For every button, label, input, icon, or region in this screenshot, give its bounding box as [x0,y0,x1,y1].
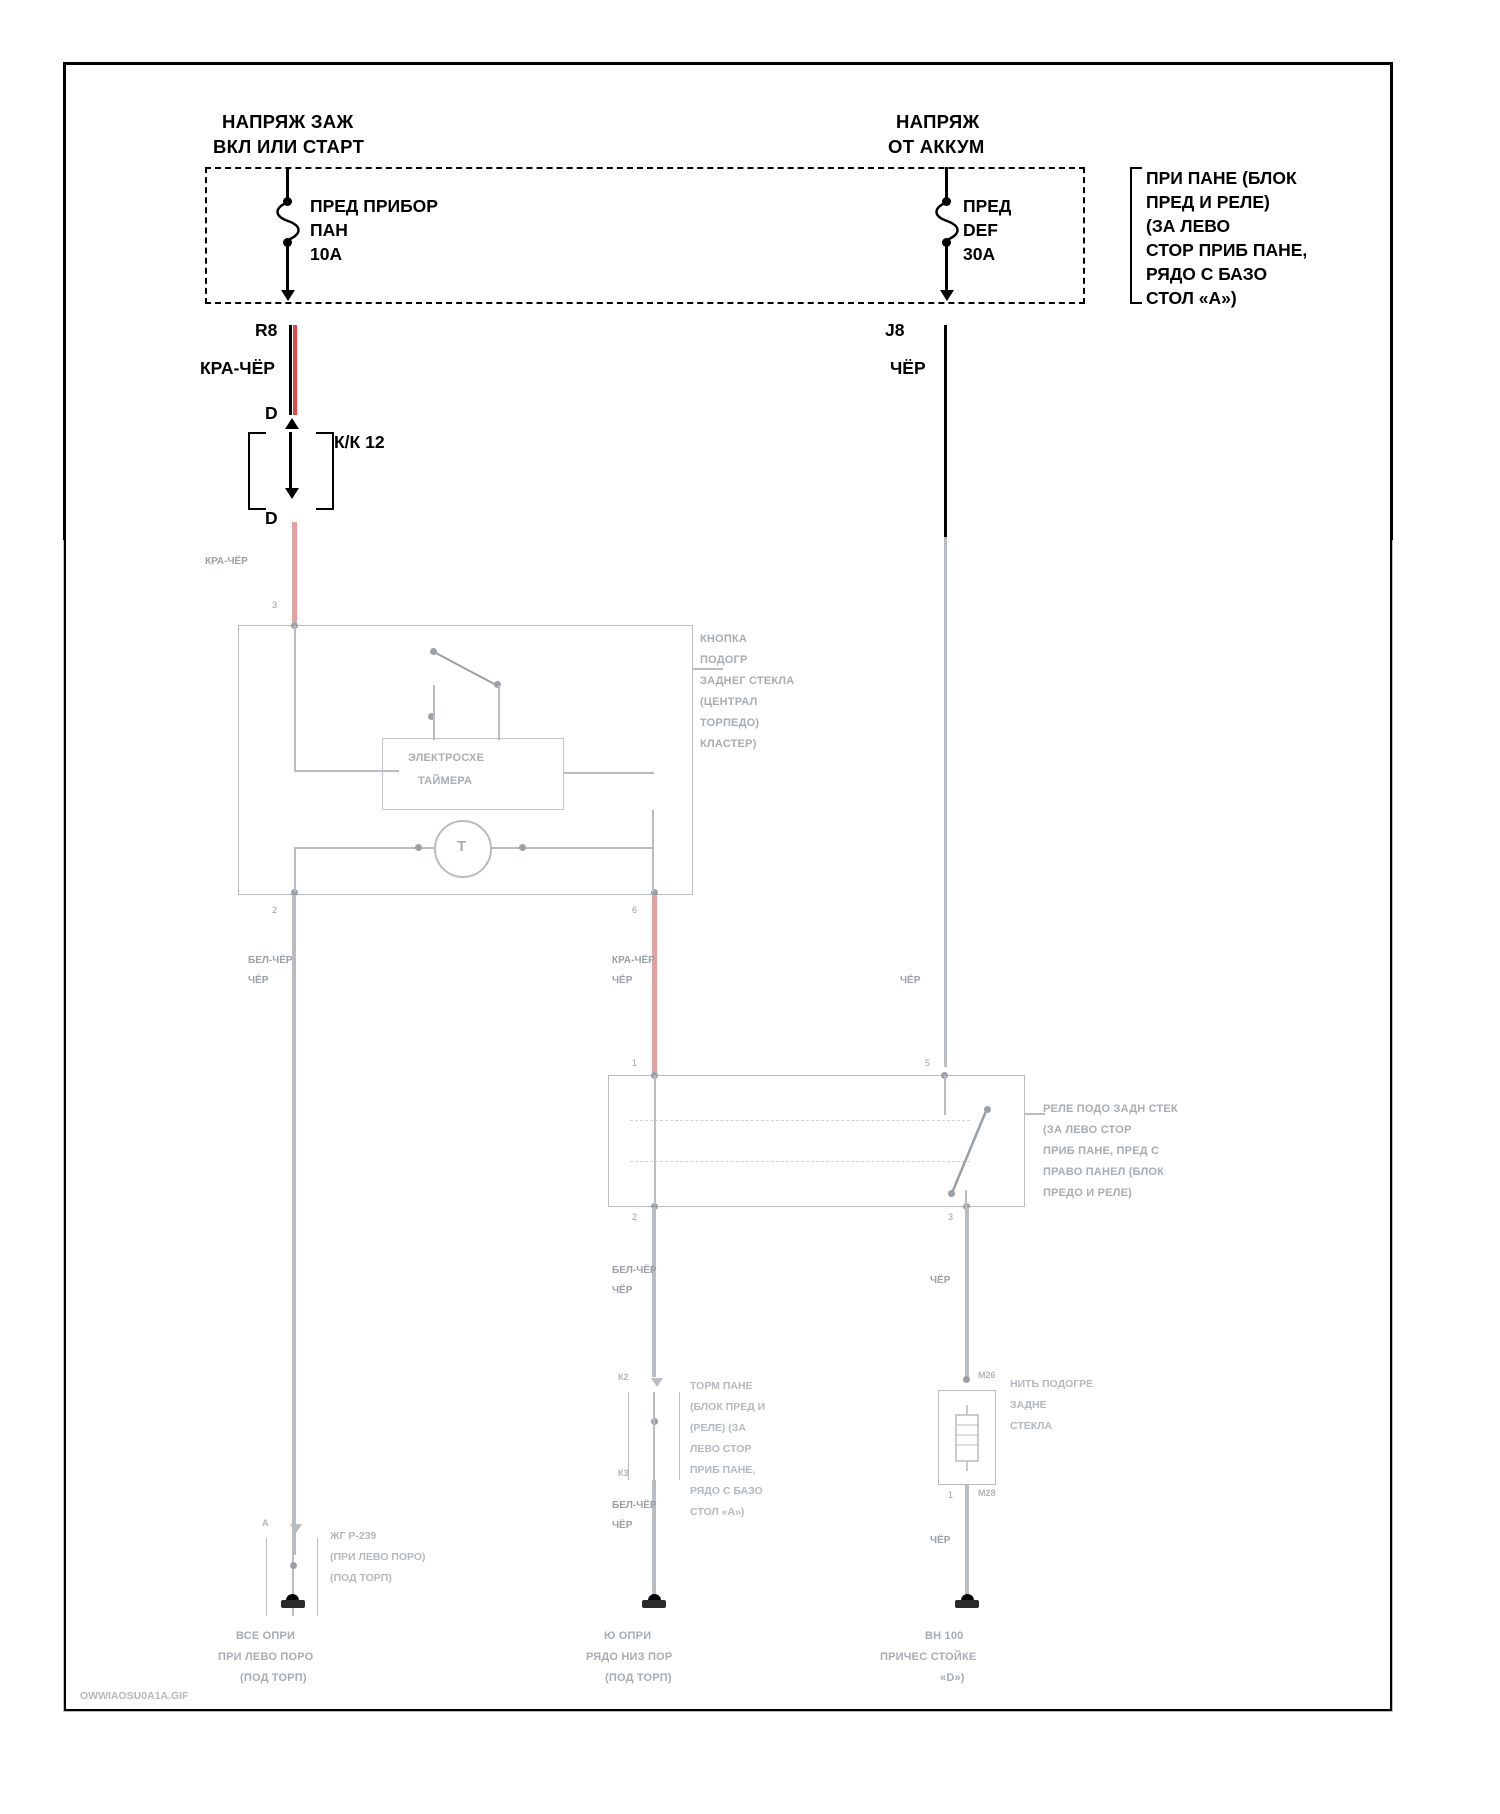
right-fuse-wire-top [945,167,948,200]
switch-caption-3: ЗАДНЕГ СТЕКЛА [700,675,795,687]
fuse-note-line-6: СТОЛ «А») [1146,288,1237,308]
right-fuse-symbol [931,200,963,242]
timer-circuit-label-1: ЭЛЕКТРОСХЕ [408,752,485,764]
left-fuse-wire-top [286,167,289,200]
relay-coil [630,1120,970,1162]
mid-connector-inner-wire [653,1392,655,1480]
relay-caption-leader [1025,1113,1045,1115]
ground-right-code: ВН 100 [925,1630,964,1642]
wire-left-output [292,895,296,1555]
wire-mid-output-red [652,895,657,1073]
left-connector-dot [290,1562,297,1569]
switch-caption-leader [693,668,723,670]
ground-symbol-left [281,1600,305,1608]
switch-arm-icon [420,640,520,700]
left-fuse-arrow [281,290,295,301]
lamp-node-left [415,844,422,851]
right-fuse-wire-bottom [945,242,948,290]
mid-connector-arrow-down [651,1378,663,1387]
timer-circuit-box [382,738,564,810]
source-left-line2: ВКЛ ИЛИ СТАРТ [213,136,365,157]
wire-relay-out-right [965,1207,969,1377]
wire-relay-out-left [652,1207,656,1377]
lamp-node-right [519,844,526,851]
switch-arm-down [498,685,500,740]
left-fuse-rating: 10А [310,244,343,264]
switch-caption-6: КЛАСТЕР) [700,738,757,750]
terminal-left: R8 [255,320,278,340]
relay-caption-4: ПРАВО ПАНЕЛ (БЛОК [1043,1166,1165,1178]
source-right-line2: ОТ АККУМ [888,136,985,157]
left-connector-arrow [290,1524,302,1533]
switch-caption-1: КНОПКА [700,633,747,645]
left-fuse-wire-bottom [286,242,289,290]
left-connector-pin: A [262,1518,269,1528]
left-wire-faint-to-switch [292,522,297,622]
relay-pin-right-top: 5 [925,1058,931,1068]
switch-internal-left-v [294,625,296,770]
right-element-pin-bottom: М28 [978,1488,996,1498]
ground-left-line3: (ПОД ТОРП) [240,1672,307,1684]
switch-pin-bottom-right: 6 [632,905,638,915]
relay-contact-pivot [984,1106,991,1113]
connector-inner-wire [289,432,292,490]
relay-caption-5: ПРЕДО И РЕЛЕ) [1043,1187,1132,1199]
connector-arrow-down [285,488,299,499]
fuse-note-line-5: РЯДО С БАЗО [1146,264,1268,284]
mid-connector-pin-bottom: К3 [618,1468,629,1478]
ground-mid-code: Ю ОПРИ [604,1630,652,1642]
left-connector-caption-2: (ПРИ ЛЕВО ПОРО) [330,1551,426,1563]
left-wire-black-upper [289,325,292,415]
left-connector-caption-3: (ПОД ТОРП) [330,1572,392,1584]
wire-color-right-main: ЧЁР [890,358,926,378]
wire-color-right-mid: ЧЁР [900,975,921,986]
connector-arrow-up [285,418,299,429]
ground-left-code: ВСЕ ОПРИ [236,1630,296,1642]
right-element-pin-dot-top [963,1376,970,1383]
relay-caption-2: (ЗА ЛЕВО СТОР [1043,1124,1132,1136]
wire-color-sw-left-2: ЧЁР [248,975,269,986]
heating-element-icon [950,1405,984,1471]
right-fuse-label-1: ПРЕД [963,196,1012,216]
right-fuse-label-2: DEF [963,220,998,240]
right-element-pin-top: М26 [978,1370,996,1380]
wire-color-relay-left-2: ЧЁР [612,1285,633,1296]
wire-mid-lower [652,1480,656,1600]
fuse-note-line-2: ПРЕД И РЕЛЕ) [1146,192,1270,212]
left-wire-red-upper [293,325,297,415]
wire-color-sw-left-1: БЕЛ-ЧЁР [248,955,293,966]
mid-connector-caption-4: ЛЕВО СТОР [690,1443,752,1455]
fuse-note-line-3: (ЗА ЛЕВО [1146,216,1231,236]
indicator-lamp-label: T [457,838,467,855]
lamp-wire-left [294,847,434,849]
terminal-right: J8 [885,320,905,340]
source-left-line1: НАПРЯЖ ЗАЖ [222,111,354,132]
lamp-wire-right [492,847,652,849]
switch-caption-2: ПОДОГР [700,654,748,666]
fuse-note-line-4: СТОР ПРИБ ПАНЕ, [1146,240,1308,260]
right-element-caption-3: СТЕКЛА [1010,1420,1053,1432]
mid-connector-caption-7: СТОЛ «А») [690,1506,745,1518]
wire-color-left-main: КРА-ЧЁР [200,358,275,378]
connector-name: К/К 12 [334,432,385,452]
connector-bracket-bl [248,508,266,510]
mid-connector-pin-top: К2 [618,1372,629,1382]
connector-label-top: D [265,403,278,423]
relay-internal-left [654,1075,656,1205]
wire-color-relay-left-1: БЕЛ-ЧЁР [612,1265,657,1276]
source-right-line1: НАПРЯЖ [896,111,980,132]
left-fuse-label-2: ПАН [310,220,348,240]
switch-out-right-internal [652,810,654,892]
switch-caption-5: ТОРПЕДО) [700,717,760,729]
left-fuse-label-1: ПРЕД ПРИБОР [310,196,438,216]
wire-color-sw-mid-2: ЧЁР [612,975,633,986]
wire-color-sw-mid-1: КРА-ЧЁР [612,955,655,966]
ground-right-line3: «D») [940,1672,965,1684]
footer-code: OWWIAOSU0A1A.GIF [80,1690,189,1702]
fuse-note-line-1: ПРИ ПАНЕ (БЛОК [1146,168,1297,188]
left-fuse-symbol [272,200,304,242]
right-wire-black-upper [944,325,947,537]
mid-connector-caption-3: (РЕЛЕ) (ЗА [690,1422,746,1434]
ground-mid-line3: (ПОД ТОРП) [605,1672,672,1684]
relay-caption-1: РЕЛЕ ПОДО ЗАДН СТЕК [1043,1103,1178,1115]
left-connector-caption-1: ЖГ Р-239 [330,1530,377,1542]
connector-bracket-br [316,508,334,510]
wire-right-lower [965,1485,969,1600]
wire-color-lower-mid-1: БЕЛ-ЧЁР [612,1500,657,1511]
timer-out-h [564,772,654,774]
switch-pin-bottom-left: 2 [272,905,278,915]
wire-color-lower-right: ЧЁР [930,1535,951,1546]
ground-symbol-right [955,1600,979,1608]
right-element-caption-1: НИТЬ ПОДОГРЕ [1010,1378,1094,1390]
relay-internal-right-down [965,1190,967,1208]
right-fuse-rating: 30А [963,244,996,264]
mid-connector-caption-1: ТОРМ ПАНЕ [690,1380,753,1392]
wire-color-lower-mid-2: ЧЁР [612,1520,633,1531]
relay-contact-point [948,1190,955,1197]
mid-connector-caption-2: (БЛОК ПРЕД И [690,1401,766,1413]
mid-connector-caption-6: РЯДО С БАЗО [690,1485,763,1497]
connector-bracket-tr [316,432,334,434]
right-wire-to-relay [944,537,947,1067]
switch-out-left-internal [294,847,296,892]
relay-caption-3: ПРИБ ПАНЕ, ПРЕД С [1043,1145,1160,1157]
connector-label-bottom: D [265,508,278,528]
fuse-note-bracket [1130,167,1142,304]
switch-arm-down-2 [433,685,435,740]
wire-color-left-faint: КРА-ЧЁР [205,556,248,567]
ground-right-line2: ПРИЧЕС СТОЙКЕ [880,1651,977,1663]
relay-pin-left-top: 1 [632,1058,638,1068]
right-element-pin-num: 1 [948,1490,954,1500]
timer-circuit-label-2: ТАЙМЕРА [418,775,473,787]
switch-caption-4: (ЦЕНТРАЛ [700,696,758,708]
right-fuse-arrow [940,290,954,301]
relay-pin-bottom-right: 3 [948,1212,954,1222]
mid-connector-caption-5: ПРИБ ПАНЕ, [690,1464,756,1476]
switch-pin-top: 3 [272,600,278,610]
right-element-caption-2: ЗАДНЕ [1010,1399,1047,1411]
relay-pin-bottom-left: 2 [632,1212,638,1222]
wire-color-relay-right: ЧЁР [930,1275,951,1286]
ground-symbol-mid [642,1600,666,1608]
connector-bracket-tl [248,432,266,434]
ground-mid-line2: РЯДО НИЗ ПОР [586,1651,673,1663]
ground-left-line2: ПРИ ЛЕВО ПОРО [218,1651,314,1663]
